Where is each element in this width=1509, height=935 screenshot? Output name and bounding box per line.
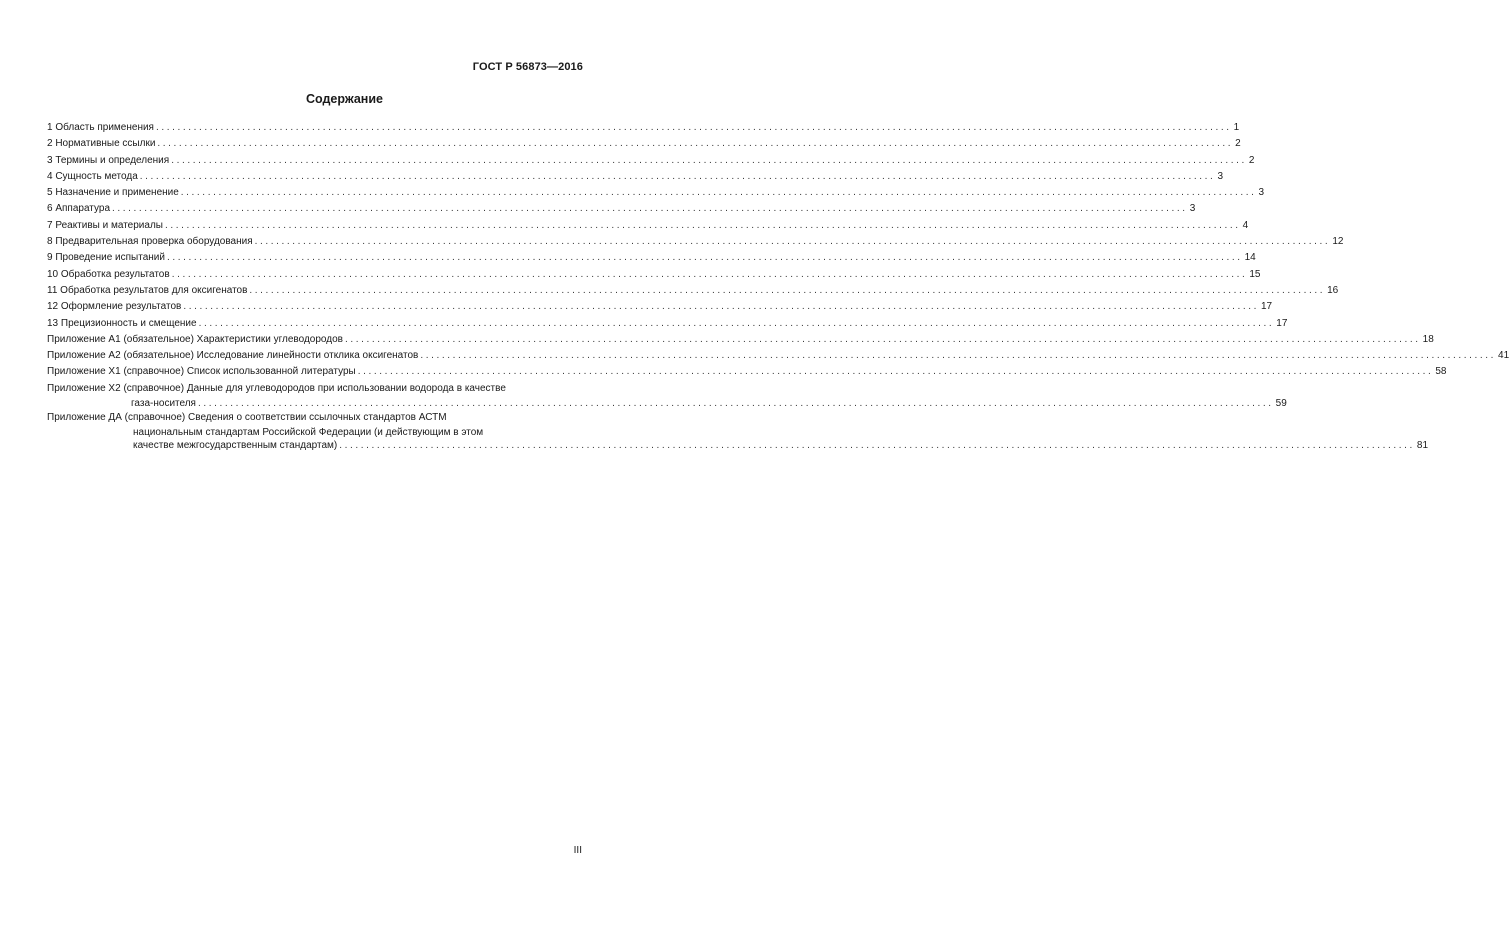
document-standard-number: ГОСТ Р 56873—2016	[472, 61, 583, 73]
toc-leader-dots: ........................................................................................................................................................................................................	[171, 268, 1248, 280]
toc-entry[interactable]	[47, 136, 1241, 152]
toc-leader-dots: ........................................................................................................................................................................................................	[344, 333, 1421, 345]
toc-entry[interactable]	[47, 364, 1447, 380]
toc-entry[interactable]	[47, 234, 1344, 250]
toc-entry-page: 16	[1327, 284, 1339, 296]
toc-entry-page: 1	[1233, 122, 1240, 133]
toc-entry-text: 8 Предварительная проверка оборудования	[47, 236, 253, 248]
toc-entry-page: 3	[1258, 187, 1265, 199]
toc-leader-dots: ........................................................................................................................................................................................................	[164, 219, 1241, 231]
toc-entry[interactable]	[47, 299, 1273, 315]
toc-entry-text-cont: газа-носителя	[131, 398, 196, 410]
toc-entry[interactable]	[47, 169, 1223, 185]
toc-entry-text: 9 Проведение испытаний	[47, 252, 165, 264]
toc-entry-page: 17	[1261, 301, 1273, 313]
toc-entry-text: 10 Обработка результатов	[47, 268, 170, 280]
toc-entry-text: 5 Назначение и применение	[47, 187, 179, 199]
toc-title: Содержание	[305, 92, 383, 106]
toc-entry[interactable]	[47, 201, 1196, 217]
toc-entry-page: 18	[1422, 333, 1434, 345]
toc-leader-dots: ........................................................................................................................................................................................................	[198, 317, 1275, 329]
toc-entry[interactable]	[47, 332, 1434, 348]
toc-entry-text: 13 Прецизионность и смещение	[47, 317, 197, 329]
toc-entry-page: 14	[1244, 252, 1256, 264]
toc-entry-page: 15	[1249, 268, 1261, 280]
toc-entry-page: 58	[1435, 366, 1447, 378]
toc-entry-text: 1 Область применения	[47, 122, 154, 133]
toc-entry-page: 59	[1275, 398, 1287, 410]
toc-entry-page: 3	[1189, 203, 1196, 215]
toc-entry-text: 11 Обработка результатов для оксигенатов	[47, 284, 248, 296]
page-number: III	[573, 845, 582, 856]
toc-entry-text: Приложение ДА (справочное) Сведения о соответствии ссылочных стандартов АСТМ	[47, 412, 447, 424]
toc-entry-text: Приложение Х1 (справочное) Список использованной литературы	[47, 366, 356, 378]
toc-leader-dots: ........................................................................................................................................................................................................	[171, 154, 1247, 166]
toc-entry-page: 12	[1332, 236, 1344, 248]
toc-entry[interactable]	[47, 153, 1255, 169]
toc-entry-text: Приложение А1 (обязательное) Характеристики углеводородов	[47, 333, 343, 345]
toc-entry-page: 41	[1498, 350, 1509, 362]
toc-entry[interactable]	[47, 348, 1509, 364]
toc-leader-dots: ........................................................................................................................................................................................................	[180, 187, 1257, 199]
toc-entry[interactable]	[47, 218, 1249, 234]
toc-leader-dots: ........................................................................................................................................................................................................	[139, 170, 1216, 182]
toc-entry-page: 4	[1242, 219, 1249, 231]
toc-leader-dots: ........................................................................................................................................................................................................	[166, 252, 1243, 264]
toc-leader-dots: ........................................................................................................................................................................................................	[183, 301, 1259, 313]
toc-entry-appendix-da[interactable]	[47, 410, 1429, 452]
toc-leader-dots: ........................................................................................................................................................................................................	[249, 284, 1326, 296]
toc-entry-text: 3 Термины и определения	[47, 154, 170, 166]
toc-leader-dots: ........................................................................................................................................................................................................	[357, 366, 1434, 378]
toc-leader-dots: ........................................................................................................................................................................................................	[420, 350, 1497, 362]
toc-entry-text-cont: качестве межгосударственным стандартам)	[133, 440, 338, 452]
toc-entry-appendix-x2[interactable]	[47, 381, 1287, 410]
toc-entry-text: 12 Оформление результатов	[47, 301, 182, 313]
toc-entry-page: 3	[1217, 170, 1223, 182]
toc-entry-page: 81	[1416, 440, 1429, 452]
toc-leader-dots: ........................................................................................................................................................................................................	[197, 398, 1274, 410]
toc-leader-dots: ........................................................................................................................................................................................................	[339, 440, 1415, 452]
toc-entry-page: 2	[1248, 154, 1255, 166]
toc-entry-text-cont: национальным стандартам Российской Федерации (и действующим в этом	[133, 427, 484, 439]
toc-entry[interactable]	[47, 185, 1265, 201]
toc-entry[interactable]	[47, 250, 1256, 266]
toc-entry-page: 17	[1276, 317, 1288, 329]
toc-entry-text: Приложение А2 (обязательное) Исследование линейности отклика оксигенатов	[47, 350, 419, 362]
toc-entry-text: Приложение Х2 (справочное) Данные для углеводородов при использовании водорода в качестве	[47, 382, 506, 394]
toc-entries	[47, 120, 1509, 381]
toc-entry-text: 6 Аппаратура	[47, 203, 111, 215]
toc-entry-text: 7 Реактивы и материалы	[47, 219, 163, 231]
toc-leader-dots: ........................................................................................................................................................................................................	[254, 236, 1331, 248]
toc-entry-page: 2	[1235, 138, 1241, 150]
toc-entry-text: 4 Сущность метода	[47, 170, 138, 182]
toc-entry[interactable]	[47, 267, 1261, 283]
toc-entry[interactable]	[47, 283, 1339, 299]
table-of-contents	[47, 120, 1509, 452]
toc-entry[interactable]	[47, 120, 1240, 136]
toc-leader-dots: ........................................................................................................................................................................................................	[157, 138, 1234, 150]
toc-entry-text: 2 Нормативные ссылки	[47, 138, 156, 150]
toc-leader-dots: ........................................................................................................................................................................................................	[155, 122, 1232, 133]
toc-leader-dots: ........................................................................................................................................................................................................	[112, 203, 1188, 215]
toc-entry[interactable]	[47, 316, 1288, 332]
